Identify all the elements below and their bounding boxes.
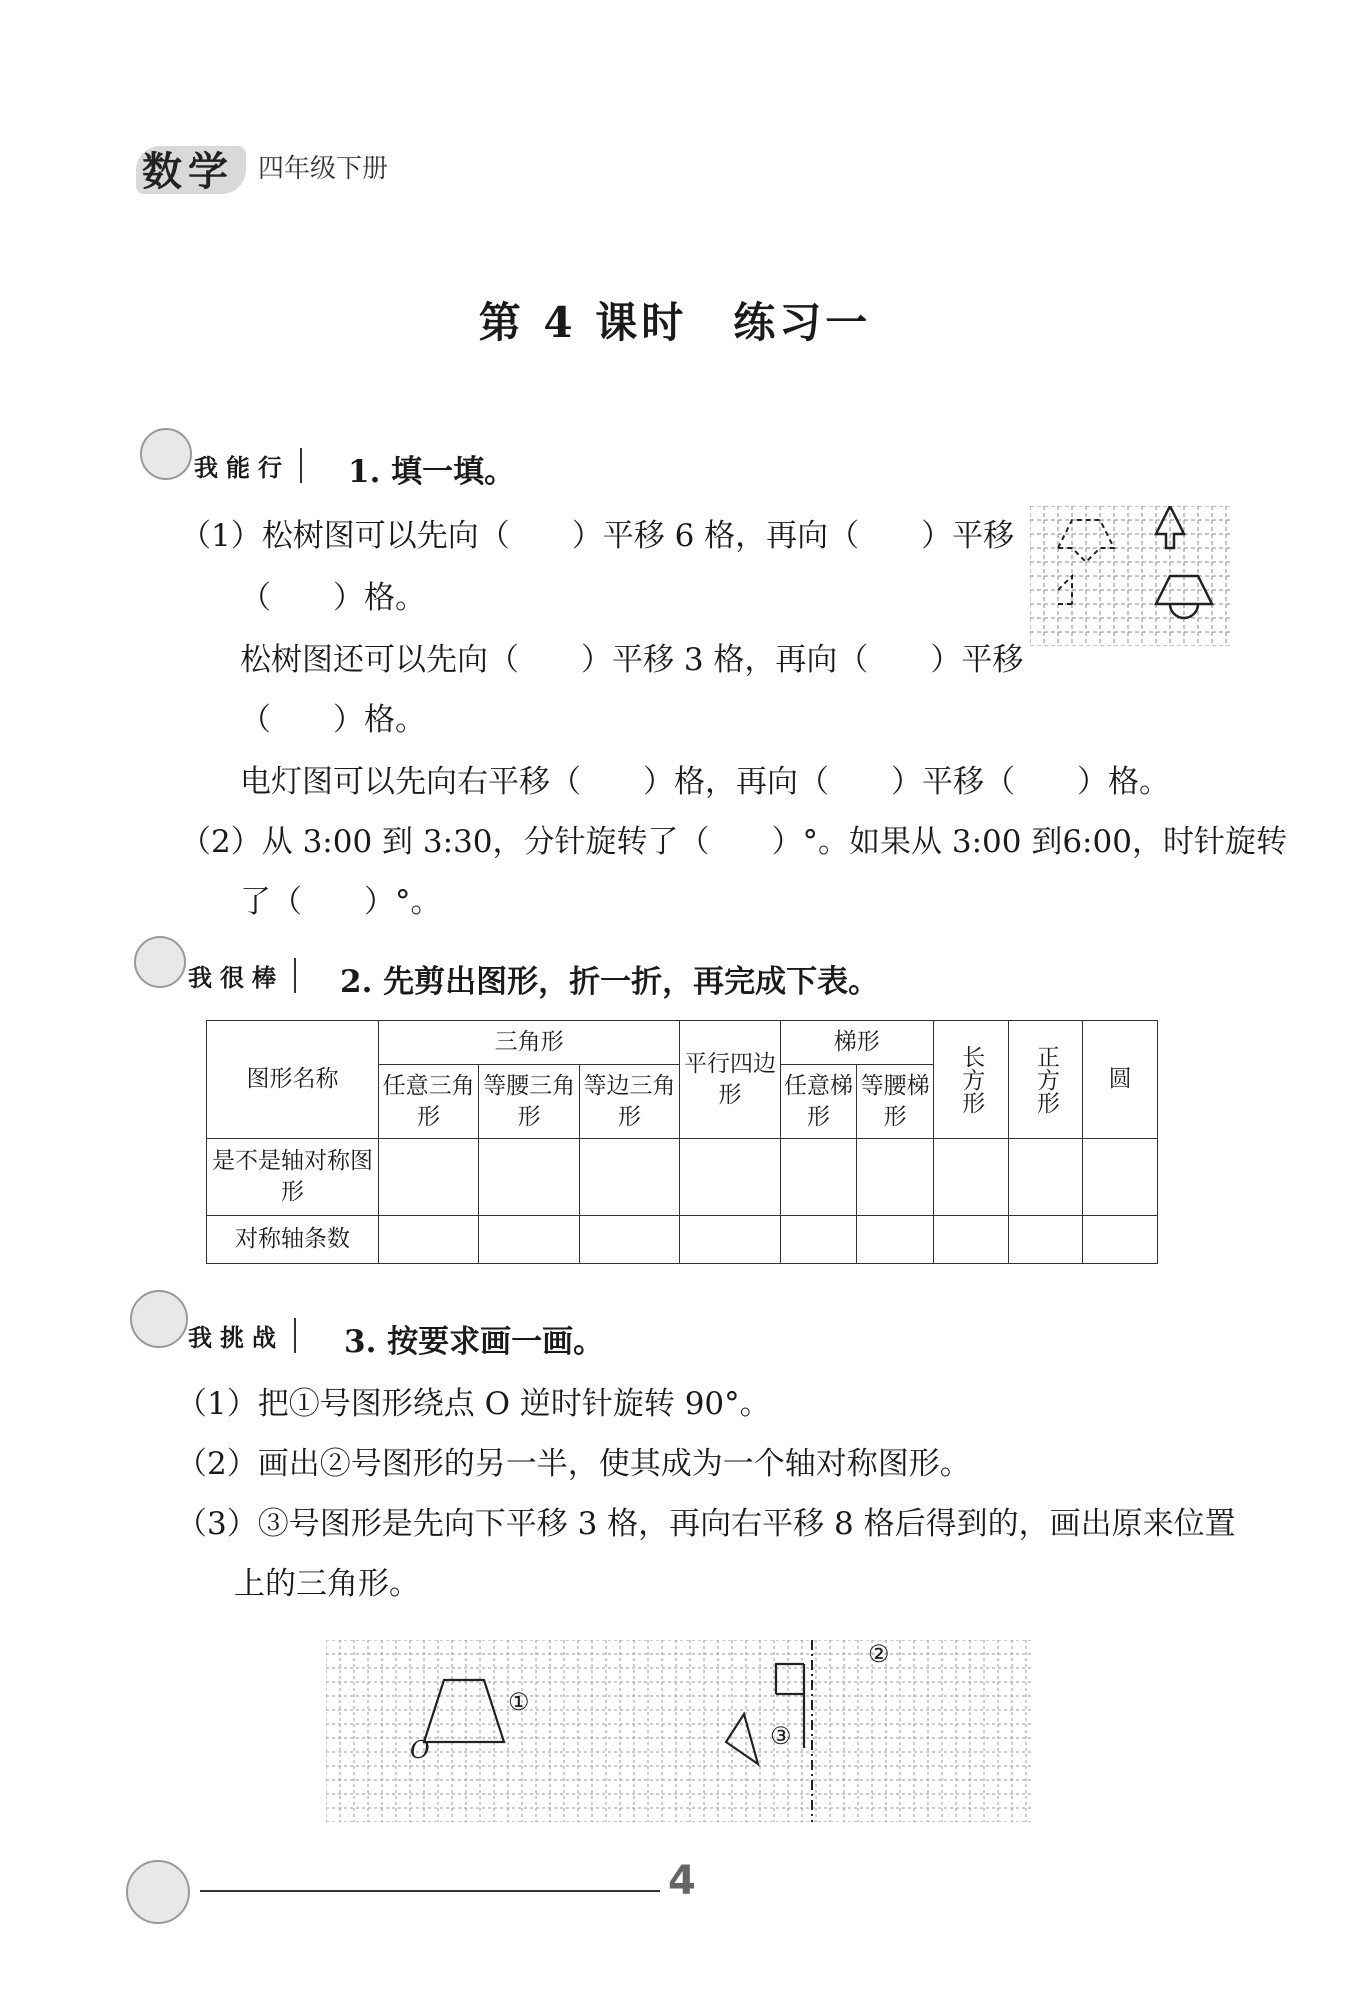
table-cell[interactable] [479,1215,579,1263]
table-cell[interactable] [579,1139,679,1215]
q1-line-1: （1）松树图可以先向（ ）平移 6 格，再向（ ）平移 [180,518,1015,554]
q3-line-4: 上的三角形。 [234,1566,420,1602]
table-cell[interactable] [780,1139,857,1215]
badge-section1: 我能行 [194,448,302,483]
mascot-icon [140,428,192,480]
subject-title: 数学 [142,149,234,195]
table-cell[interactable] [780,1215,857,1263]
q1-line-4: （ ）格。 [240,702,426,738]
q1-line-5: 电灯图可以先向右平移（ ）格，再向（ ）平移（ ）格。 [240,764,1170,800]
table-cell[interactable] [1008,1215,1083,1263]
mascot-icon [134,936,186,988]
table-cell[interactable] [579,1215,679,1263]
grade-label: 四年级下册 [258,154,389,184]
table-cell[interactable] [857,1215,934,1263]
table-row-is-symmetric: 是不是轴对称图形 [207,1139,379,1215]
badge-section3: 我挑战 [188,1318,296,1353]
question-1: 1. 填一填。 [348,454,516,490]
shape-symmetry-table [206,1020,1158,1264]
q1-line-7: 了（ ）°。 [240,884,442,920]
q1-line-3: 松树图还可以先向（ ）平移 3 格，再向（ ）平移 [240,642,1024,678]
table-cell[interactable] [378,1139,478,1215]
lesson-title: 第 4 课时 练习一 [478,298,872,347]
table-corner: 图形名称 [207,1021,379,1139]
table-cell[interactable] [479,1139,579,1215]
mascot-icon [130,1290,188,1348]
table-row-axis-count: 对称轴条数 [207,1215,379,1263]
q3-line-2: （2）画出②号图形的另一半，使其成为一个轴对称图形。 [176,1446,971,1482]
table-col-isosceles-trapezoid: 等腰梯形 [857,1065,934,1139]
table-cell[interactable] [933,1215,1008,1263]
drawing-grid[interactable] [326,1640,1032,1822]
table-cell[interactable] [1083,1215,1158,1263]
table-col-any-trapezoid: 任意梯形 [780,1065,857,1139]
q3-line-3: （3）③号图形是先向下平移 3 格，再向右平移 8 格后得到的，画出原来位置 [176,1506,1236,1542]
q1-line-6: （2）从 3:00 到 3:30，分针旋转了（ ）°。如果从 3:00 到6:00，时针旋转 [180,824,1287,860]
table-cell[interactable] [680,1215,780,1263]
shape-3-triangle [726,1714,758,1764]
shape-1-label: ① [508,1688,530,1716]
table-cell[interactable] [857,1139,934,1215]
table-col-isosceles-triangle: 等腰三角形 [479,1065,579,1139]
footer-rule [200,1890,660,1892]
table-col-square: 正方形 [1008,1021,1083,1139]
table-group-trapezoid: 梯形 [780,1021,933,1065]
badge-section2: 我很棒 [188,958,296,993]
question-2: 2. 先剪出图形，折一折，再完成下表。 [340,964,880,1000]
table-col-circle: 圆 [1083,1021,1158,1139]
shape-1-trapezoid [424,1680,504,1742]
table-cell[interactable] [933,1139,1008,1215]
point-o-label: O [410,1736,430,1764]
pine-lamp-grid-figure [1030,506,1230,646]
table-col-any-triangle: 任意三角形 [378,1065,478,1139]
table-cell[interactable] [1083,1139,1158,1215]
table-col-equilateral-triangle: 等边三角形 [579,1065,679,1139]
table-col-parallelogram: 平行四边形 [680,1021,780,1139]
table-cell[interactable] [680,1139,780,1215]
table-cell[interactable] [378,1215,478,1263]
shape-3-label: ③ [770,1722,792,1750]
table-cell[interactable] [1008,1139,1083,1215]
question-3: 3. 按要求画一画。 [344,1324,605,1360]
q3-line-1: （1）把①号图形绕点 O 逆时针旋转 90°。 [176,1386,771,1422]
shape-2-label: ② [868,1640,890,1668]
table-col-rectangle: 长方形 [933,1021,1008,1139]
page-number: 4 [668,1858,696,1904]
q1-line-2: （ ）格。 [240,580,426,616]
table-group-triangle: 三角形 [378,1021,679,1065]
footer-mascot-icon [126,1860,190,1924]
